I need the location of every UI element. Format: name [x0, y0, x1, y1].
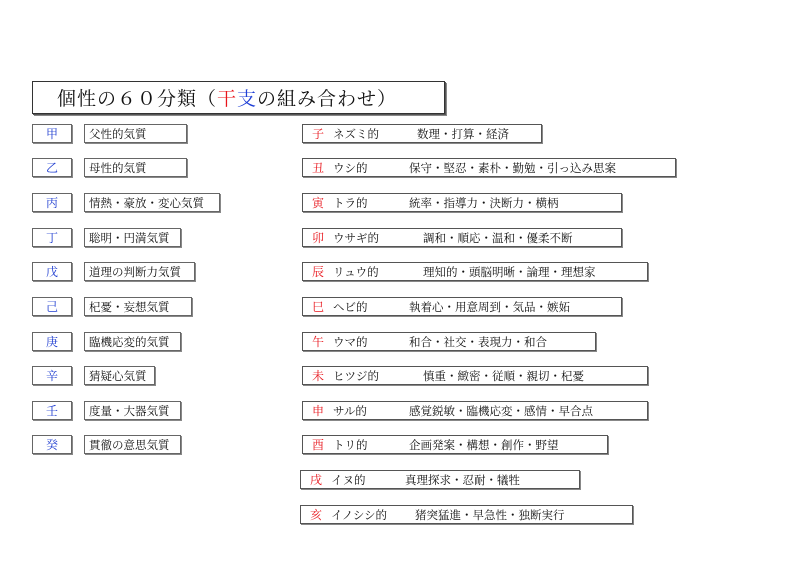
branch-traits: 和合・社交・表現力・和合 — [409, 334, 547, 349]
branch-traits: 調和・順応・温和・優柔不断 — [423, 230, 573, 245]
branch-row — [300, 505, 633, 524]
branch-animal: ヒツジ的 — [333, 368, 379, 383]
branch-animal: リュウ的 — [333, 264, 379, 279]
branch-char: 亥 — [309, 508, 322, 522]
stem-char: 庚 — [32, 332, 72, 351]
title-shi: 支 — [237, 88, 258, 110]
title-kan: 干 — [217, 88, 238, 110]
branch-traits: 感覚鋭敏・臨機応変・感情・早合点 — [409, 403, 593, 418]
branch-char: 丑 — [311, 161, 324, 175]
branch-traits: 理知的・頭脳明晰・論理・理想家 — [423, 264, 596, 279]
stem-char: 壬 — [32, 401, 72, 420]
stem-char: 戊 — [32, 262, 72, 281]
branch-row — [302, 297, 622, 316]
branch-animal: イノシシ的 — [331, 507, 388, 522]
stem-desc: 貫徹の意思気質 — [84, 435, 181, 454]
branch-traits: 執着心・用意周到・気品・嫉妬 — [409, 299, 570, 314]
stem-desc: 杞憂・妄想気質 — [84, 297, 192, 316]
stem-desc: 父性的気質 — [84, 124, 187, 143]
branch-animal: サル的 — [333, 403, 367, 418]
stem-char: 丁 — [32, 228, 72, 247]
branch-row — [302, 366, 648, 385]
branch-traits: 保守・堅忍・素朴・勤勉・引っ込み思案 — [409, 160, 616, 175]
stem-desc: 道理の判断力気質 — [84, 262, 195, 281]
branch-char: 午 — [311, 335, 324, 349]
branch-row — [302, 228, 622, 247]
branch-animal: トラ的 — [333, 195, 368, 210]
branch-animal: ウシ的 — [333, 160, 368, 175]
branch-char: 巳 — [311, 300, 324, 314]
page-title — [32, 81, 445, 114]
stem-char: 丙 — [32, 193, 72, 212]
stem-desc: 度量・大器気質 — [84, 401, 181, 420]
stem-desc: 母性的気質 — [84, 158, 187, 177]
title-suffix: の組み合わせ） — [257, 88, 398, 110]
branch-row — [302, 435, 608, 454]
branch-char: 寅 — [311, 196, 324, 210]
branch-animal: ヘビ的 — [333, 299, 368, 314]
stem-char: 癸 — [32, 435, 72, 454]
branch-char: 未 — [311, 369, 324, 383]
branch-char: 子 — [311, 127, 324, 141]
branch-traits: 統率・指導力・決断力・横柄 — [409, 195, 559, 210]
branch-char: 卯 — [311, 231, 324, 245]
branch-row — [300, 470, 580, 489]
stem-desc: 猜疑心気質 — [84, 366, 155, 385]
branch-char: 酉 — [311, 438, 324, 452]
branch-row — [302, 332, 596, 351]
branch-traits: 数理・打算・経済 — [417, 126, 509, 141]
branch-row — [302, 193, 622, 212]
branch-animal: トリ的 — [333, 437, 368, 452]
branch-char: 辰 — [311, 265, 324, 279]
stem-char: 辛 — [32, 366, 72, 385]
branch-traits: 真理探求・忍耐・犠牲 — [405, 472, 520, 487]
branch-row — [302, 124, 542, 143]
stem-desc: 聡明・円満気質 — [84, 228, 181, 247]
stem-desc: 臨機応変的気質 — [84, 332, 181, 351]
branch-animal: ウマ的 — [333, 334, 368, 349]
branch-traits: 猪突猛進・早急性・独断実行 — [415, 507, 565, 522]
stem-desc: 情熱・豪放・変心気質 — [84, 193, 220, 212]
stem-char: 己 — [32, 297, 72, 316]
branch-animal: ウサギ的 — [333, 230, 379, 245]
branch-row — [302, 401, 648, 420]
branch-char: 戌 — [309, 473, 322, 487]
branch-animal: イヌ的 — [331, 472, 366, 487]
branch-traits: 慎重・緻密・従順・親切・杞憂 — [423, 368, 584, 383]
branch-traits: 企画発案・構想・創作・野望 — [409, 437, 559, 452]
branch-row — [302, 158, 676, 177]
title-prefix: 個性の６０分類（ — [57, 88, 218, 110]
branch-row — [302, 262, 648, 281]
branch-char: 申 — [311, 404, 324, 418]
branch-animal: ネズミ的 — [333, 126, 379, 141]
stem-char: 乙 — [32, 158, 72, 177]
stem-char: 甲 — [32, 124, 72, 143]
